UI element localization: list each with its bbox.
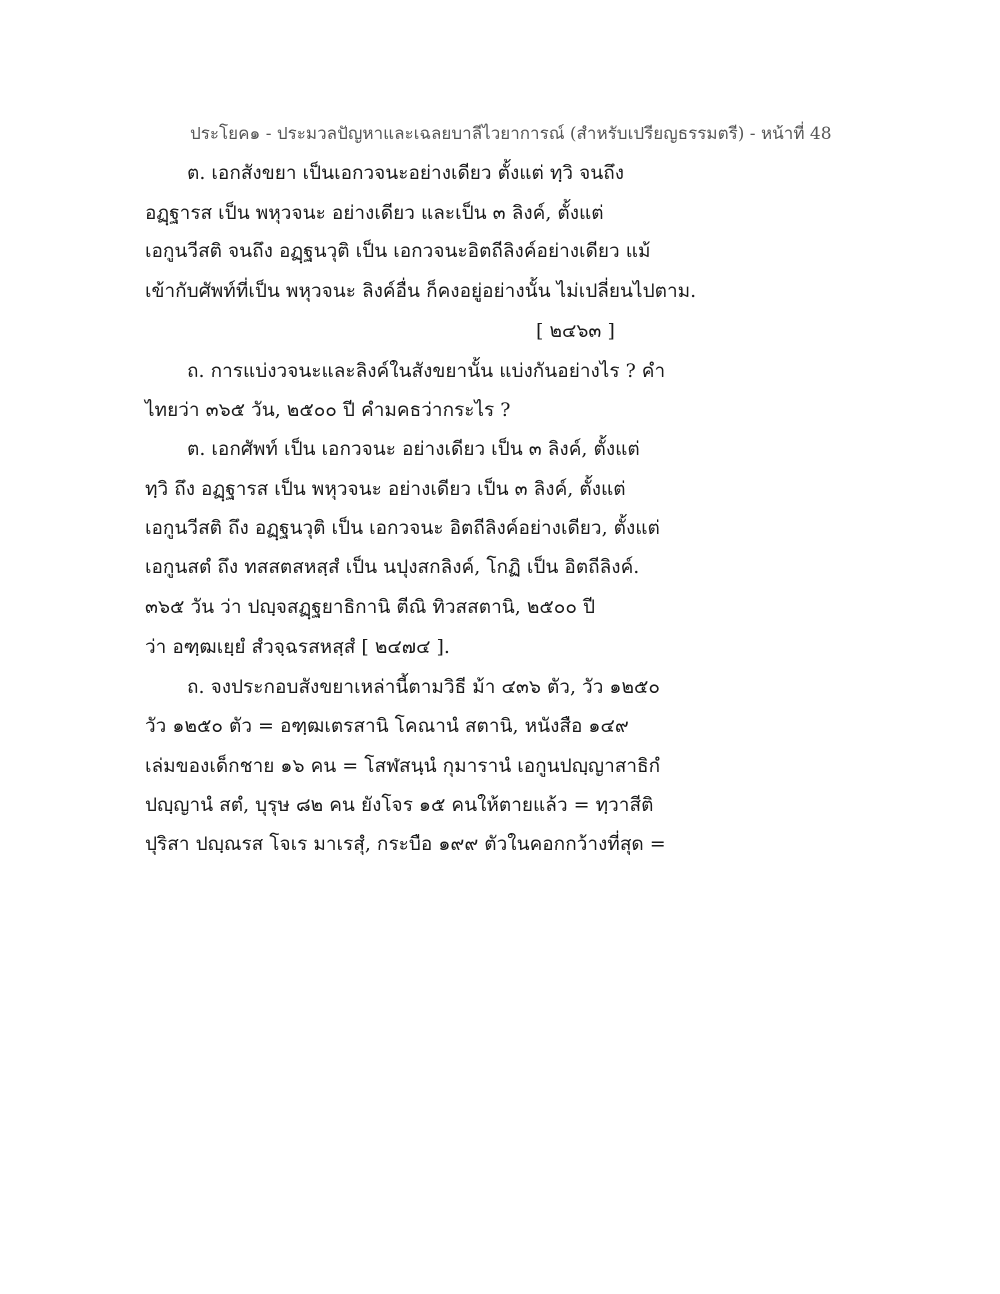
- text-line: ทฺวิ ถึง อฏฺฐารส เป็น พหุวจนะ อย่างเดียว เป็น ๓ ลิงค์, ตั้งแต่: [145, 478, 626, 500]
- text-line: ปุริสา ปญฺณรส โจเร มาเรสุํ, กระบือ ๑๙๙ ตัวในคอกกว้างที่สุด =: [145, 833, 666, 855]
- text-line: อฏฺฐารส เป็น พหุวจนะ อย่างเดียว และเป็น ๓ ลิงค์, ตั้งแต่: [145, 202, 604, 224]
- text-line: ต. เอกศัพท์ เป็น เอกวจนะ อย่างเดียว เป็น ๓ ลิงค์, ตั้งแต่: [187, 438, 640, 460]
- text-line: ถ. การแบ่งวจนะและลิงค์ในสังขยานั้น แบ่งกันอย่างไร ? คำ: [187, 360, 666, 382]
- text-line: ไทยว่า ๓๖๕ วัน, ๒๕๐๐ ปี คำมคธว่ากระไร ?: [145, 399, 511, 421]
- text-line: ๓๖๕ วัน ว่า ปญฺจสฏฺฐยาธิกานิ ตีณิ ทิวสสตานิ, ๒๕๐๐ ปี: [145, 596, 596, 618]
- text-line: ถ. จงประกอบสังขยาเหล่านี้ตามวิธี ม้า ๔๓๖ ตัว, วัว ๑๒๕๐: [187, 676, 660, 698]
- text-line: เอกูนวีสติ ถึง อฏฺฐนวุติ เป็น เอกวจนะ อิตถีลิงค์อย่างเดียว, ตั้งแต่: [145, 517, 660, 539]
- page-header: ประโยค๑ - ประมวลปัญหาและเฉลยบาลีไวยาการณ์ (สำหรับเปรียญธรรมตรี) - หน้าที่ 48: [190, 124, 832, 144]
- text-line: ต. เอกสังขยา เป็นเอกวจนะอย่างเดียว ตั้งแต่ ทฺวิ จนถึง: [187, 162, 625, 184]
- text-line: เอกูนวีสติ จนถึง อฏฺฐนวุติ เป็น เอกวจนะอิตถีลิงค์อย่างเดียว แม้: [145, 240, 651, 262]
- reference-number: [ ๒๔๖๓ ]: [536, 320, 615, 342]
- text-line: เข้ากับศัพท์ที่เป็น พหุวจนะ ลิงค์อื่น ก็คงอยู่อย่างนั้น ไม่เปลี่ยนไปตาม.: [145, 280, 697, 302]
- text-line: เล่มของเด็กชาย ๑๖ คน = โสฬสนฺนํ กุมารานํ เอกูนปญฺญาสาธิกํ: [145, 755, 661, 777]
- text-line: เอกูนสตํ ถึง ทสสตสหสฺสํ เป็น นปุงสกลิงค์, โกฏิ เป็น อิตถีลิงค์.: [145, 556, 640, 578]
- text-line: ว่า อฑฺฒเยฺยํ สํวจฺฉรสหสฺสํ [ ๒๔๗๔ ].: [145, 636, 450, 658]
- text-line: ปญฺญานํ สตํ, บุรุษ ๘๒ คน ยังโจร ๑๕ คนให้ตายแล้ว = ทฺวาสีติ: [145, 794, 654, 816]
- text-line: วัว ๑๒๕๐ ตัว = อฑฺฒเตรสานิ โคณานํ สตานิ, หนังสือ ๑๔๙: [145, 715, 629, 737]
